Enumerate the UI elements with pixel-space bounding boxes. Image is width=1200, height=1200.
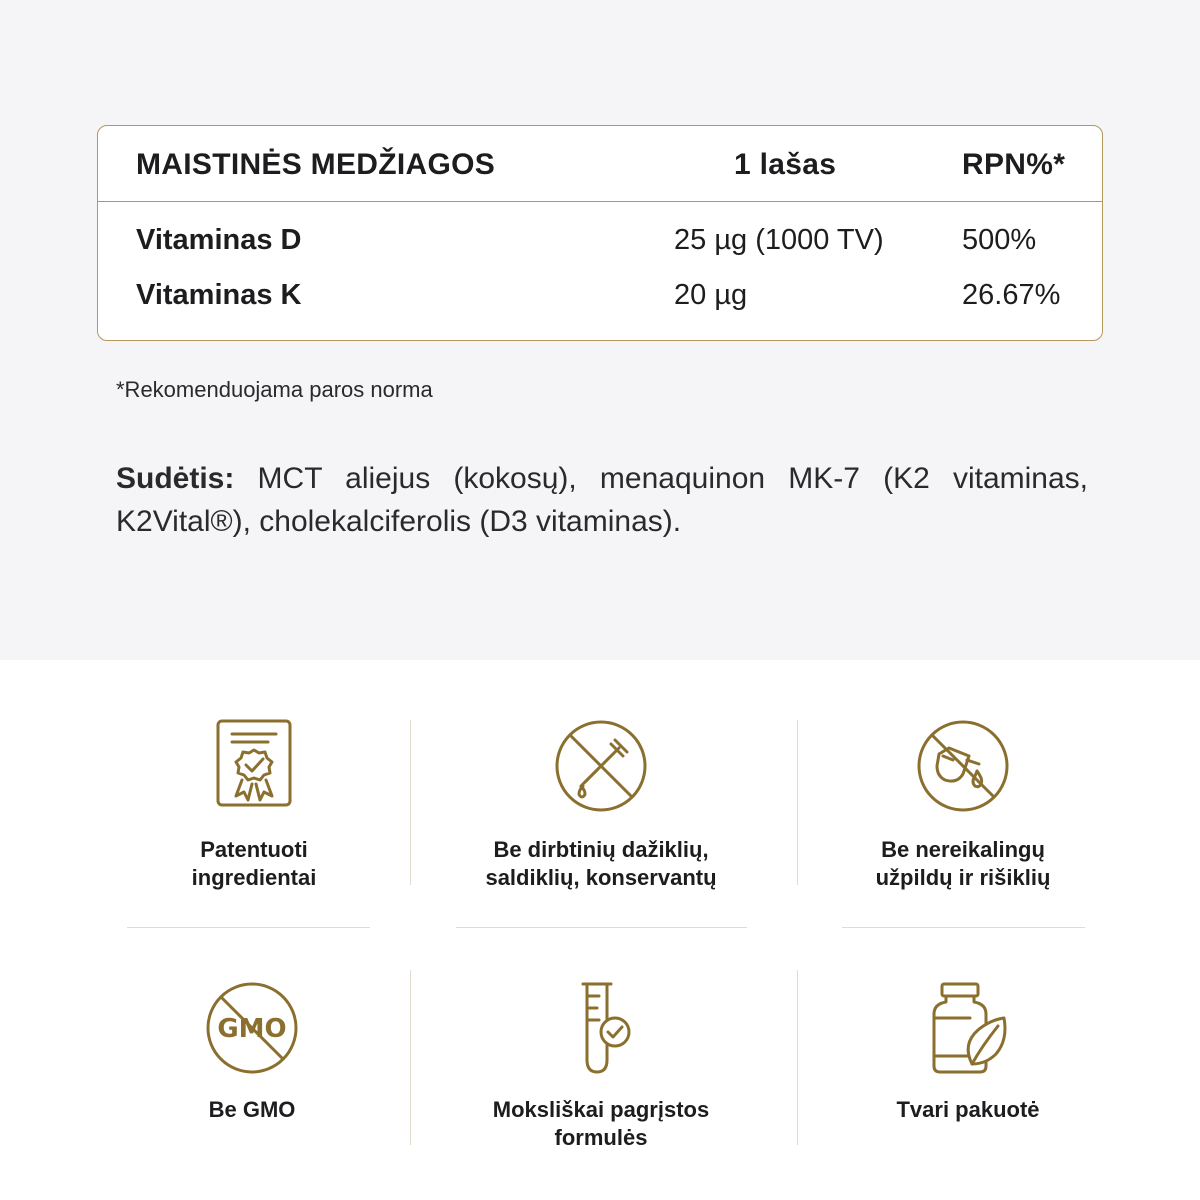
feature-science-based	[436, 980, 766, 1152]
feature-label-line2: užpildų ir rišiklių	[875, 865, 1051, 890]
composition-text: MCT aliejus (kokosų), menaquinon MK-7 (K2 vitaminas, K2Vital®), cholekalciferolis (D3 vitaminas).	[116, 462, 1088, 538]
certificate-icon	[206, 718, 302, 814]
nutrient-amount: 25 µg (1000 TV)	[674, 224, 884, 256]
nutrient-rpn: 26.67%	[962, 279, 1061, 311]
feature-label-line2: saldiklių, konservantų	[485, 865, 717, 890]
table-row	[98, 279, 1102, 319]
table-row	[98, 224, 1102, 264]
nutrient-amount: 20 µg	[674, 279, 748, 311]
divider	[797, 970, 798, 1145]
feature-no-fillers	[798, 718, 1128, 892]
feature-label-line1: Patentuoti	[200, 837, 308, 862]
header-rpn: RPN%*	[962, 148, 1066, 181]
no-gmo-icon	[204, 980, 300, 1076]
nutrition-table	[97, 125, 1103, 341]
svg-text:GMO: GMO	[217, 1014, 287, 1044]
no-fillers-icon	[915, 718, 1011, 814]
feature-label-line2: formulės	[554, 1125, 648, 1150]
eco-jar-icon	[920, 980, 1016, 1076]
feature-patented	[89, 718, 419, 892]
nutrient-name: Vitaminas D	[136, 224, 302, 256]
feature-label-line1: Be dirbtinių dažiklių,	[493, 837, 709, 862]
feature-sustainable-packaging	[803, 980, 1133, 1124]
footnote: *Rekomenduojama paros norma	[116, 377, 433, 402]
nutrient-rpn: 500%	[962, 224, 1037, 256]
feature-label-line1: Be GMO	[208, 1097, 296, 1122]
divider	[842, 927, 1085, 928]
feature-no-gmo	[87, 980, 417, 1124]
nutrient-name: Vitaminas K	[136, 279, 302, 311]
composition	[116, 457, 1088, 543]
feature-no-additives	[436, 718, 766, 892]
feature-label-line1: Tvari pakuotė	[896, 1097, 1040, 1122]
feature-label-line2: ingredientai	[191, 865, 317, 890]
test-tube-check-icon	[553, 980, 649, 1076]
composition-label: Sudėtis:	[116, 462, 235, 495]
divider	[127, 927, 370, 928]
feature-label-line1: Be nereikalingų	[881, 837, 1045, 862]
header-per-drop: 1 lašas	[734, 148, 837, 181]
table-header	[98, 126, 1102, 202]
no-dropper-icon	[553, 718, 649, 814]
header-nutrients: MAISTINĖS MEDŽIAGOS	[136, 148, 496, 181]
divider	[456, 927, 747, 928]
feature-label-line1: Moksliškai pagrįstos	[492, 1097, 710, 1122]
